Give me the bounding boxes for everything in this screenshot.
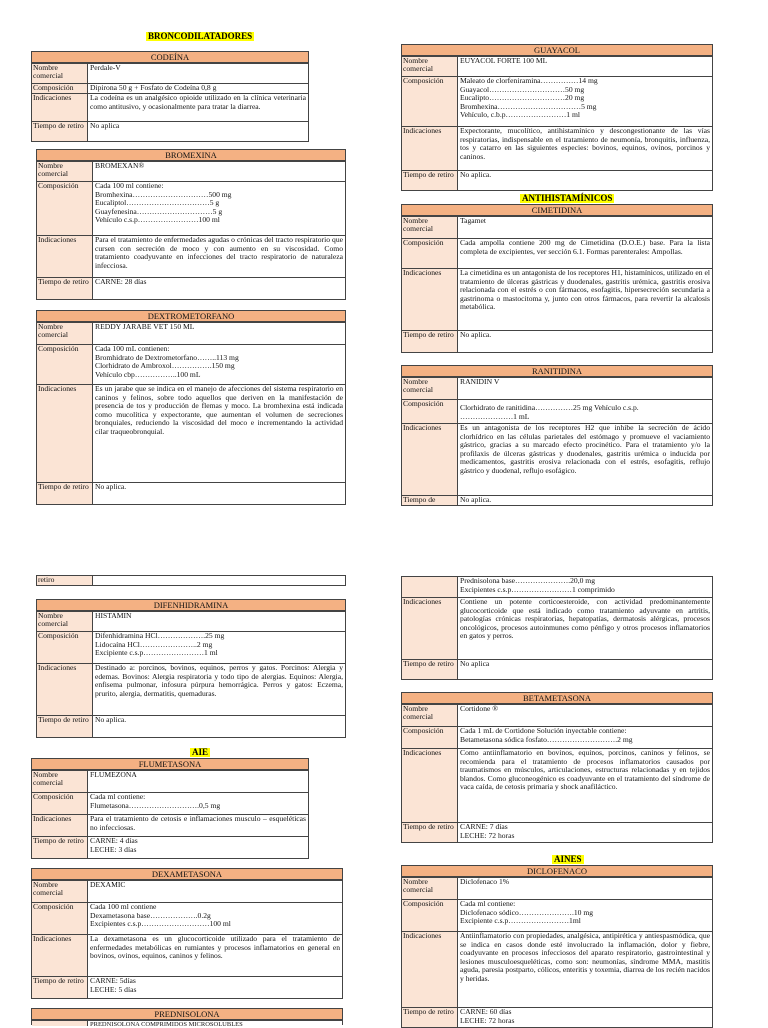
composicion-line: Flumetasona……………………….0,5 mg (90, 800, 221, 810)
label-tiempo: Tiempo de retiro (37, 716, 93, 737)
indicaciones-text: Es un jarabe que se indica en el manejo de afecciones del sistema respiratorio en caninos y felinos, sobre todo aquellos que deriven en la manifestación de presencia de tos y producción de flemas y moco. La bromhexina está indicada como mucolítica y expectorante, que aumentan el volumen de secreciones bronquiales, reduciendo la viscosidad del moco e incrementando la actividad cilar traqueobronquial. (95, 385, 343, 436)
card-title: DEXTROMETORFANO (37, 311, 345, 322)
tiempo-value: No aplica. (95, 716, 127, 724)
card-title: GUAYACOL (402, 45, 712, 56)
composicion-line: Guayfenesina…………………………5 g (95, 206, 223, 216)
composicion-line: Cada 100 ml contiene (90, 903, 157, 911)
card-title: CIMETIDINA (402, 205, 712, 216)
label-indicaciones: Indicaciones (37, 236, 93, 277)
composicion-line: Cada 100 mL contienen: (95, 345, 170, 353)
nombre-value: Perdale-V (90, 64, 121, 72)
label-indicaciones: Indicaciones (402, 127, 458, 170)
label-composicion: Composición (37, 345, 93, 384)
composicion-line: Difenhidramina HCl……………….25 mg (95, 632, 225, 640)
composicion-line: Guayacol…………………………50 mg (460, 84, 585, 94)
tiempo-line: LECHE: 72 horas (460, 830, 515, 840)
label-nombre: Nombre comercial (32, 881, 88, 902)
nombre-value: HISTAMIN (95, 612, 132, 620)
label-nombre: Nombre comercial (37, 323, 93, 344)
card-title: RANITIDINA (402, 366, 712, 377)
composicion-line: Excipientes c.s.p……………………1 comprimido (460, 584, 615, 594)
composicion-text: Cada ampolla contiene 200 mg de Cimetidina (D.O.E.) base. Para la lista completa de excipientes, ver sección 6.1. Formas parenterales: Ampollas. (460, 239, 710, 256)
indicaciones-text: Expectorante, mucolítico, antihistamínico y descongestionante de las vías respiratorias, indispensable en el tratamiento de neumonía, bronquitis, influenza, tos y catarro en las siguientes especies: bovinos, equinos, ovinos, porcinos y caninos. (460, 127, 710, 161)
label-tiempo: Tiempo de retiro (32, 977, 88, 998)
card-guayacol (401, 44, 713, 191)
tiempo-line: CARNE: 60 días (460, 1008, 512, 1016)
label-tiempo: Tiempo de retiro (37, 483, 93, 504)
label-composicion: Composición (402, 727, 458, 748)
label-tiempo: Tiempo de retiro (402, 823, 458, 842)
composicion-line: Cada 1 mL de Cortidone Solución inyectable contiene: (460, 727, 627, 735)
card-flumetasona (31, 758, 309, 859)
label-nombre: Nombre comercial (32, 771, 88, 792)
composicion-line: Betametasona sódica fosfato……………………….2 mg (460, 734, 633, 744)
composicion-line: Clorhidrato de Ambroxol…………….150 mg (95, 361, 235, 371)
card-betametasona (401, 692, 713, 843)
card-title: FLUMETASONA (32, 759, 308, 770)
nombre-value: BROMEXAN® (95, 162, 145, 170)
composicion-line: Eucaliptol……………………………5 g (95, 198, 220, 208)
heading-aie: AIE (192, 747, 209, 757)
label-tiempo: Tiempo de retiro (37, 278, 93, 299)
card-cimetidina (401, 204, 713, 353)
composicion-line: Prednisolona base………………….20,0 mg (460, 577, 595, 585)
label-composicion: Composición (37, 182, 93, 235)
card-title: BROMEXINA (37, 150, 345, 161)
label-composicion: Composición (402, 239, 458, 268)
tiempo-value: No aplica (460, 660, 490, 668)
heading-broncodilatadores: BRONCODILATADORES (148, 31, 253, 41)
composicion-line: Maleato de clorfeniramina……………14 mg (460, 77, 598, 85)
label-composicion: Composición (402, 77, 458, 126)
label-nombre: Nombre comercial (37, 162, 93, 181)
tiempo-line: LECHE: 3 días (90, 844, 137, 854)
tiempo-line: LECHE: 5 días (90, 984, 137, 994)
nombre-value: Diclofenaco 1% (460, 878, 510, 886)
card-ranitidina (401, 365, 713, 506)
card-dextrometorfano (36, 310, 346, 505)
nombre-value-cut: PREDNISOLONA COMPRIMIDOS MICROSOLUBLES (90, 1021, 243, 1026)
composicion-line: Lidocaína HCl…………………..2 mg (95, 639, 213, 649)
tiempo-value: CARNE: 28 días (95, 278, 147, 286)
indicaciones-text: Contiene un potente corticoesteroide, con actividad predominantemente glucocorticoide que está indicado como tratamiento adyuvante en artritis, patologías crónicas respiratorias, hepatopatías, dermatosis alérgicas, procesos oncológicos, procesos autoinmunes como pénfigo y otros procesos inflamatorios en gatos y perros. (460, 598, 710, 641)
label-retiro: retiro (37, 576, 93, 585)
label-nombre: Nombre comercial (37, 612, 93, 631)
composicion-line: …………………1 mL (460, 411, 530, 421)
card-title: BETAMETASONA (402, 693, 712, 704)
label-composicion: Composición (37, 632, 93, 663)
heading-antihistaminicos: ANTIHISTAMÍNICOS (522, 193, 613, 203)
label-composicion: Composición (402, 900, 458, 931)
indicaciones-text: Destinado a: porcinos, bovinos, equinos, perros y gatos. Porcinos: Alergia y edemas. Bovinos: Alergia respiratoria y todo tipo de alergias. Equinos: Alergia, enfisema pulmonar, infosura púrpura hemorrágica. Perros y gatos: Eczema, prurito, alergia, dermatitis, quemaduras. (95, 664, 343, 698)
label-composicion: Composición (402, 400, 458, 423)
tiempo-value: No aplica. (460, 171, 492, 179)
card-codeina (31, 51, 309, 142)
label-tiempo: Tiempo de retiro (402, 331, 458, 352)
label-tiempo: Tiempo de (402, 496, 458, 505)
card-prednisolona-header (31, 1008, 343, 1025)
tiempo-value: No aplica (90, 122, 120, 130)
label-composicion: Composición (32, 793, 88, 814)
composicion-line: Vehículo cbp……………..100 mL (95, 369, 201, 379)
label-tiempo: Tiempo de retiro (402, 1008, 458, 1027)
composicion-line: Eucalipto…………………………20 mg (460, 93, 585, 103)
indicaciones-text: Para el tratamiento de cetosis e inflamaciones musculo – esqueléticas no infecciosas. (90, 815, 306, 832)
composicion-line: Dipirona 50 g + Fosfato de Codeína 0,8 g (90, 84, 217, 92)
card-title: DEXAMETASONA (32, 869, 342, 880)
composicion-line: Dexametasona base……………….0.2g (90, 910, 211, 920)
label-indicaciones: Indicaciones (402, 424, 458, 495)
indicaciones-text: Como antiinflamatorio en bovinos, equinos, porcinos, caninos y felinos, se recomienda para el tratamiento de procesos inflamatorios causados por traumatismos en músculos, articulaciones, estructuras relacionadas y en tejidos blandos. Como gluconeogénico es coadyuvante en el tratamiento del síndrome de vaca caída, de cetosis primaria y shock anafiláctico. (460, 749, 710, 792)
nombre-value: EUYACOL FORTE 100 ML (460, 57, 548, 65)
composicion-line: Excipientes c.s.p………………………100 ml (90, 919, 231, 929)
composicion-line: Bromhexina……………………………5 mg (460, 101, 597, 111)
label-indicaciones: Indicaciones (32, 935, 88, 976)
card-prednisolona-cont (401, 576, 713, 680)
label-nombre: Nombre comercial (402, 378, 458, 399)
label-nombre: Nombre comercial (402, 705, 458, 726)
label-nombre: Nombre comercial (402, 217, 458, 238)
composicion-line: Cada ml contiene: (90, 793, 146, 801)
card-dexametasona (31, 868, 343, 999)
label-indicaciones: Indicaciones (402, 269, 458, 330)
label-indicaciones: Indicaciones (37, 664, 93, 715)
indicaciones-text: La codeína es un analgésico opioide utilizado en la clínica veterinaria como antitusivo, y ocasionalmente para tratar la diarrea. (90, 94, 306, 111)
tiempo-value: No aplica. (95, 483, 127, 491)
indicaciones-text: La cimetidina es un antagonista de los receptores H1, histamínicos, utilizado en el tratamiento de úlceras gástricas y duodenales, gastritis urémica, gastritis erosiva relacionada con el estrés o con fármacos, esofagitis, hipersecreción secundaria a gastrinoma o mastocitoma y, junto con otros fármacos, para revertir la alcalosis metabólica. (460, 269, 710, 312)
card-difenhidramina (36, 599, 346, 738)
label-nombre: Nombre comercial (402, 57, 458, 76)
tiempo-line: LECHE: 72 horas (460, 1015, 515, 1025)
card-title: DIFENHIDRAMINA (37, 600, 345, 611)
composicion-line: Bromhexina…………………………500 mg (95, 189, 232, 199)
label-indicaciones: Indicaciones (32, 815, 88, 836)
indicaciones-text: Para el tratamiento de enfermedades agudas o crónicas del tracto respiratorio que cursen con secreción de moco y con aumento en su viscosidad. Como tratamiento coadyuvante en infecciones del tracto respiratorio de naturaleza infecciosa. (95, 236, 343, 270)
nombre-value: Cortidone ® (460, 705, 499, 713)
label-tiempo: Tiempo de retiro (402, 171, 458, 190)
card-title: DICLOFENACO (402, 866, 712, 877)
heading-aines: AINES (554, 854, 582, 864)
label-nombre: Nombre comercial (402, 878, 458, 899)
composicion-line: Cada 100 ml contiene: (95, 182, 164, 190)
cut-row-retiro (36, 575, 346, 586)
nombre-value: FLUMEZONA (90, 771, 137, 779)
composicion-line: Clorhidrato de ranitidina……………25 mg Vehículo c.s.p. (460, 403, 639, 412)
composicion-line: Cada ml contiene: (460, 900, 516, 908)
composicion-line: Bromhidrato de Dextrometorfano……..113 mg (95, 352, 239, 362)
composicion-line: Vehículo c.s.p……………………100 ml (95, 215, 220, 225)
card-title: CODEÍNA (32, 52, 308, 63)
label-indicaciones: Indicaciones (37, 385, 93, 482)
label-composicion: Composición (32, 84, 88, 93)
tiempo-line: CARNE: 5días (90, 977, 136, 985)
composicion-line: Diclofenaco sódico………………….10 mg (460, 907, 594, 917)
label-indicaciones: Indicaciones (32, 94, 88, 121)
label-tiempo: Tiempo de retiro (402, 660, 458, 679)
indicaciones-text: La dexametasona es un glucocorticoide utilizado para el tratamiento de enfermedades metabólicas en rumiantes y procesos inflamatorios en general en bovinos, ovinos, equinos, caninos y felinos. (90, 935, 340, 961)
nombre-value: RANIDIN V (460, 378, 500, 386)
indicaciones-text: Antiinflamatorio con propiedades, analgésica, antipirética y antiespasmódica, que se indica en casos donde esté involucrado la inflamación, dolor y fiebre, coadyuvante en procesos infecciosos del aparato respiratorio, gastrointestinal y lesiones musculoesqueléticas, como son: neumonías, síndrome MMA, mastitis aguda, paresia postparto, cólicos, enteritis y toxemia, diarrea de los recién nacidos y heridas. (460, 932, 710, 983)
indicaciones-text: Es un antagonista de los receptores H2 que inhibe la secreción de ácido clorhídrico en las células parietales del estómago y promueve el vaciamiento gástrico, gracias a su marcado efecto procinético. Para el tratamiento y/o la profilaxis de úlceras gástricas y duodenales, gastritis urémica o inducida por medicamentos, gastritis erosiva relacionada con el estrés, esofagitis, reflujo gástrico y duodenal, reflujo esofágico. (460, 424, 710, 475)
tiempo-line: CARNE: 7 días (460, 823, 508, 831)
composicion-line: Excipiente c.s.p……………………1ml (460, 916, 581, 926)
tiempo-line: CARNE: 4 días (90, 837, 138, 845)
label-tiempo: Tiempo de retiro (32, 837, 88, 858)
label-indicaciones: Indicaciones (402, 598, 458, 659)
tiempo-value: No aplica. (460, 496, 492, 504)
nombre-value: REDDY JARABE VET 150 ML (95, 323, 195, 331)
label-indicaciones: Indicaciones (402, 749, 458, 822)
tiempo-value: No aplica. (460, 331, 492, 339)
card-diclofenaco (401, 865, 713, 1028)
card-title: PREDNISOLONA (32, 1009, 342, 1020)
label-composicion: Composición (32, 903, 88, 934)
nombre-value: DEXAMIC (90, 881, 126, 889)
label-tiempo: Tiempo de retiro (32, 122, 88, 141)
composicion-line: Vehículo, c.b.p……………………1 ml (460, 110, 581, 120)
card-bromexina (36, 149, 346, 300)
composicion-line: Excipiente c.s.p……………………1 ml (95, 648, 218, 658)
nombre-value: Tagamet (460, 217, 487, 225)
label-nombre: Nombre comercial (32, 64, 88, 83)
label-indicaciones: Indicaciones (402, 932, 458, 1007)
